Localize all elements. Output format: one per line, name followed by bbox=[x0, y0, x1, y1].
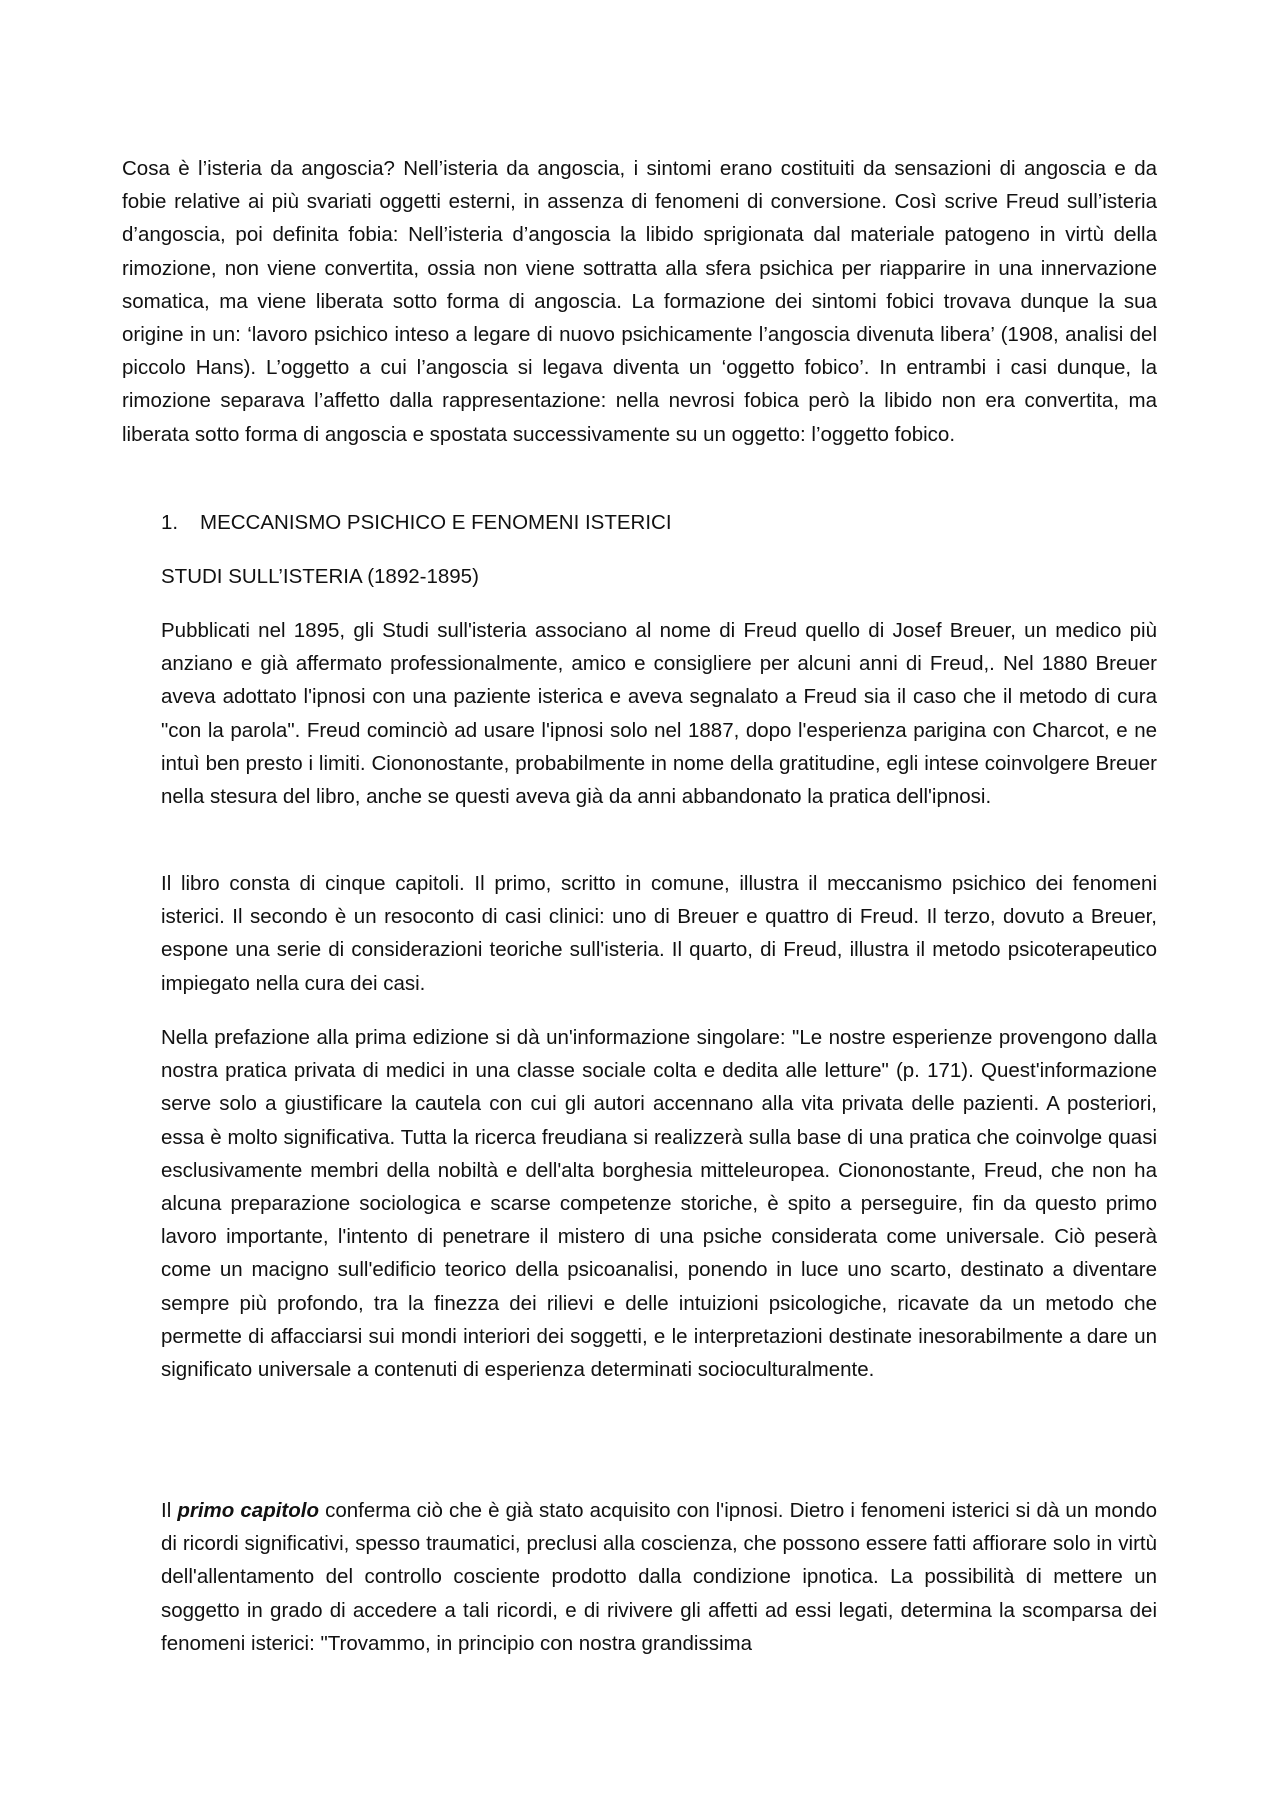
paragraph-primo-emphasis: primo capitolo bbox=[177, 1499, 319, 1522]
section-heading bbox=[161, 506, 1157, 539]
paragraph-intro: Cosa è l’isteria da angoscia? Nell’isteria da angoscia, i sintomi erano costituiti da sensazioni di angoscia e da fobie relative ai più svariati oggetti esterni, in assenza di fenomeni di conversione. Così scrive Freud sull’isteria d’angoscia, poi definita fobia: Nell’isteria d’angoscia la libido sprigionata dal materiale patogeno in virtù della rimozione, non viene convertita, ossia non viene sottratta alla sfera psichica per riapparire in una innervazione somatica, ma viene liberata sotto forma di angoscia. La formazione dei sintomi fobici trovava dunque la sua origine in un: ‘lavoro psichico inteso a legare di nuovo psichicamente l’angoscia divenuta libera’ (1908, analisi del piccolo Hans). L’oggetto a cui l’angoscia si legava diventa un ‘oggetto fobico’. In entrambi i casi dunque, la rimozione separava l’affetto dalla rappresentazione: nella nevrosi fobica però la libido non era convertita, ma liberata sotto forma di angoscia e spostata successivamente su un oggetto: l’oggetto fobico. bbox=[122, 157, 1157, 446]
paragraph-prefazione: Nella prefazione alla prima edizione si dà un'informazione singolare: "Le nostre esperienze provengono dalla nostra pratica privata di medici in una classe sociale colta e dedita alle letture" (p. 171). Quest'informazione serve solo a giustificare la cautela con cui gli autori accennano alla vita privata delle pazienti. A posteriori, essa è molto significativa. Tutta la ricerca freudiana si realizzerà sulla base di una pratica che coinvolge quasi esclusivamente membri della nobiltà e dell'alta borghesia mitteleuropea. Ciononostante, Freud, che non ha alcuna preparazione sociologica e scarse competenze storiche, è spito a perseguire, fin da questo primo lavoro importante, l'intento di penetrare il mistero di una psiche considerata come universale. Ciò peserà come un macigno sull'edificio teorico della psicoanalisi, ponendo in luce uno scarto, destinato a diventare sempre più profondo, tra la finezza dei rilievi e delle intuizioni psicologiche, ricavate da un metodo che permette di affacciarsi sui mondi interiori dei soggetti, e le interpretazioni destinate inesorabilmente a dare un significato universale a contenuti di esperienza determinati socioculturalmente. bbox=[161, 1026, 1157, 1382]
paragraph-primo-rest: conferma ciò che è già stato acquisito con l'ipnosi. Dietro i fenomeni isterici si dà un mondo di ricordi significativi, spesso traumatici, preclusi alla coscienza, che possono essere fatti affiorare solo in virtù dell'allentamento del controllo cosciente prodotto dalla condizione ipnotica. La possibilità di mettere un soggetto in grado di accedere a tali ricordi, e di rivivere gli affetti ad essi legati, determina la scomparsa dei fenomeni isterici: "Trovammo, in principio con nostra grandissima bbox=[161, 1499, 1158, 1655]
section-heading-number: 1. bbox=[161, 511, 179, 534]
section-heading-title: MECCANISMO PSICHICO E FENOMENI ISTERICI bbox=[200, 511, 672, 534]
subheading: STUDI SULL’ISTERIA (1892-1895) bbox=[161, 565, 479, 588]
paragraph-pubblicati: Pubblicati nel 1895, gli Studi sull'isteria associano al nome di Freud quello di Josef Breuer, un medico più anziano e già affermato professionalmente, amico e consigliere per alcuni anni di Freud,. Nel 1880 Breuer aveva adottato l'ipnosi con una paziente isterica e aveva segnalato a Freud sia il caso che il metodo di cura "con la parola". Freud cominciò ad usare l'ipnosi solo nel 1887, dopo l'esperienza parigina con Charcot, e ne intuì ben presto i limiti. Ciononostante, probabilmente in nome della gratitudine, egli intese coinvolgere Breuer nella stesura del libro, anche se questi aveva già da anni abbandonato la pratica dell'ipnosi. bbox=[161, 619, 1157, 809]
paragraph-primo-capitolo bbox=[161, 1494, 1157, 1660]
paragraph-primo-lead: Il bbox=[161, 1499, 178, 1522]
paragraph-libro: Il libro consta di cinque capitoli. Il primo, scritto in comune, illustra il meccanismo psichico dei fenomeni isterici. Il secondo è un resoconto di casi clinici: uno di Breuer e quattro di Freud. Il terzo, dovuto a Breuer, espone una serie di considerazioni teoriche sull'isteria. Il quarto, di Freud, illustra il metodo psicoterapeutico impiegato nella cura dei casi. bbox=[161, 872, 1157, 995]
